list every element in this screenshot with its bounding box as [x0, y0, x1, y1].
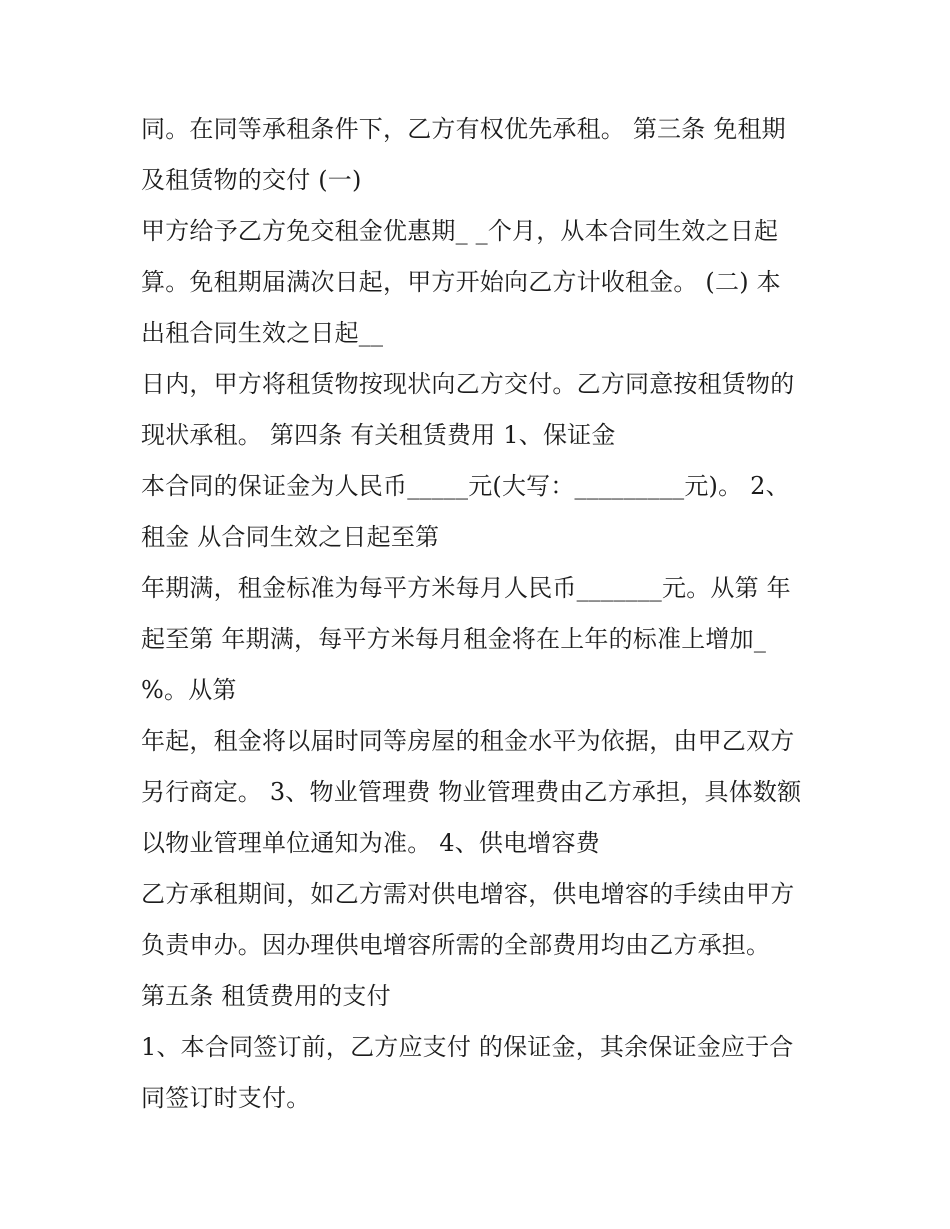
text-line-4: 算。免租期届满次日起，甲方开始向乙方计收租金。 (二) 本 [141, 268, 781, 296]
text-line-19: 1、本合同签订前，乙方应支付 的保证金，其余保证金应于合 [141, 1033, 794, 1061]
text-line-10: 年期满，租金标准为每平方米每月人民币_______元。从第 年 [141, 574, 791, 602]
text-line-16: 乙方承租期间，如乙方需对供电增容，供电增容的手续由甲方 [141, 880, 795, 908]
text-line-2: 及租赁物的交付 (一) [141, 166, 362, 194]
text-line-15: 以物业管理单位通知为准。 4、供电增容费 [141, 829, 600, 857]
text-line-17: 负责申办。因办理供电增容所需的全部费用均由乙方承担。 [141, 931, 771, 959]
text-line-11: 起至第 年期满，每平方米每月租金将在上年的标准上增加_ [141, 625, 767, 653]
text-line-6: 日内，甲方将租赁物按现状向乙方交付。乙方同意按租赁物的 [141, 370, 795, 398]
text-line-5: 出租合同生效之日起__ [141, 319, 384, 347]
text-line-8: 本合同的保证金为人民币_____元(大写：_________元)。 2、 [141, 472, 790, 500]
text-line-12: %。从第 [141, 676, 237, 704]
text-line-3: 甲方给予乙方免交租金优惠期_ _个月，从本合同生效之日起 [141, 217, 779, 245]
contract-text-body [141, 107, 821, 1127]
text-line-20: 同签订时支付。 [141, 1084, 311, 1112]
text-line-14: 另行商定。 3、物业管理费 物业管理费由乙方承担，具体数额 [141, 778, 802, 806]
text-line-13: 年起，租金将以届时同等房屋的租金水平为依据，由甲乙双方 [141, 727, 795, 755]
text-line-18: 第五条 租赁费用的支付 [141, 982, 391, 1010]
text-line-9: 租金 从合同生效之日起至第 [141, 523, 440, 551]
text-line-7: 现状承租。 第四条 有关租赁费用 1、保证金 [141, 421, 616, 449]
text-line-1: 同。在同等承租条件下，乙方有权优先承租。 第三条 免租期 [141, 115, 786, 143]
